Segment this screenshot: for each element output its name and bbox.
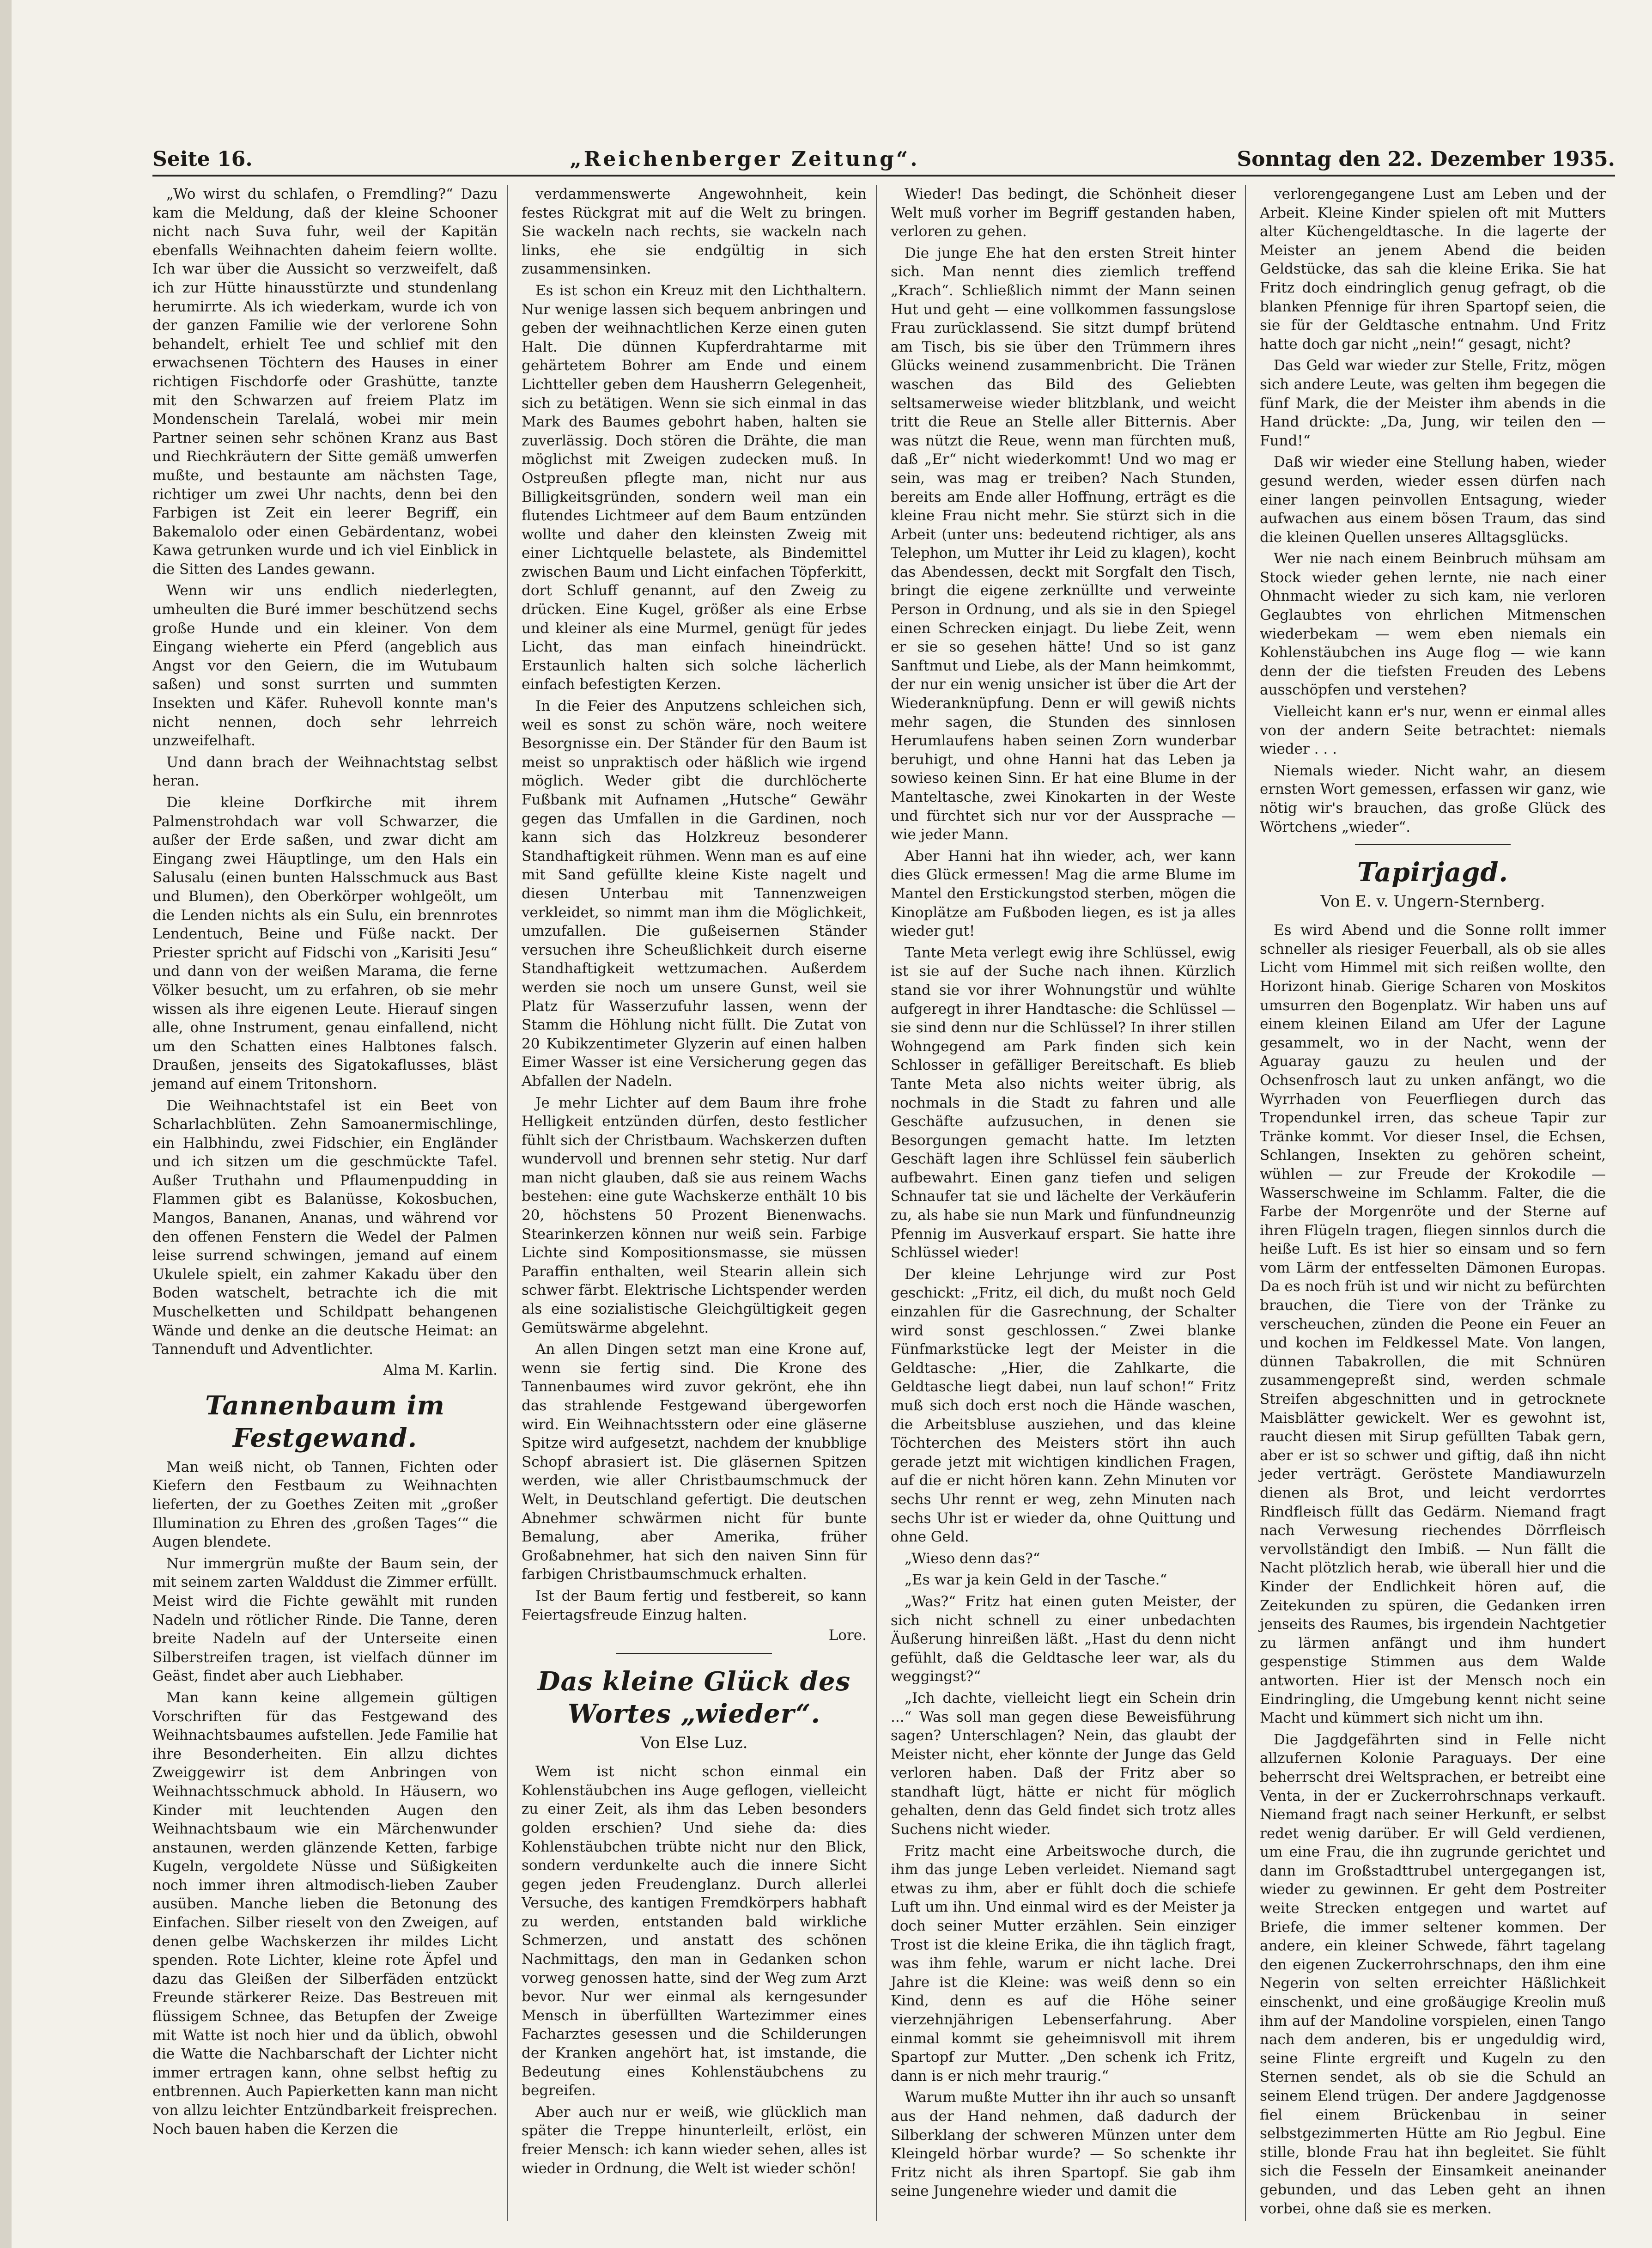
paragraph: Aber Hanni hat ihn wieder, ach, wer kann dies Glück ermessen! Mag die arme Blume im Mantel den Erstickungstod sterben, mögen die Kinoplätze am Fußboden liegen, es ist ja alles wieder gut!: [891, 847, 1236, 940]
paragraph: Vielleicht kann er's nur, wenn er einmal alles von der andern Seite betrachtet: niemals wieder . . .: [1260, 703, 1606, 758]
paragraph: Der kleine Lehrjunge wird zur Post geschickt: „Fritz, eil dich, du mußt noch Geld einzahlen für die Gasrechnung, der Schalter wird sonst geschlossen.“ Zwei blanke Fünfmarkstücke legt der Meister in die Geldtasche: „Hier, die Zahlkarte, die Geldtasche liegt dabei, nun lauf schon!“ Fritz muß sich doch erst noch die Hände waschen, die Arbeitsbluse ausziehen, und das kleine Töchterchen des Meisters stört ihn auch gerade jetzt mit wichtigen kindlichen Fragen, auf die er nicht hören kann. Zehn Minuten vor sechs Uhr rennt er weg, zehn Minuten nach sechs Uhr ist er wieder da, ohne Quittung und ohne Geld.: [891, 1266, 1236, 1546]
paragraph: Tante Meta verlegt ewig ihre Schlüssel, ewig ist sie auf der Suche nach ihnen. Kürzlich stand sie vor ihrer Wohnungstür und wühlte aufgeregt in ihrer Handtasche: die Schlüssel — sie sind denn nur die Schlüssel? In ihrer stillen Wohngegend am Park finden sich kein Schlosser in gefälliger Bereitschaft. Es blieb Tante Meta also nichts weiter übrig, als nochmals in die Stadt zu fahren und alle Geschäfte aufzusuchen, in denen sie Besorgungen gemacht hatte. Im letzten Geschäft lagen ihre Schlüssel fein säuberlich aufbewahrt. Einen ganz tiefen und seligen Schnaufer tat sie und lächelte der Verkäuferin zu, als habe sie nun Mark und fünfundneunzig Pfennig im Ausverkauf erspart. Sie hatte ihre Schlüssel wieder!: [891, 944, 1236, 1261]
paragraph: Wer nie nach einem Beinbruch mühsam am Stock wieder gehen lernte, nie nach einer Ohnmacht wieder zu sich kam, nie verloren Geglaubtes von ehrlichen Mitmenschen wiederbekam — wem eben niemals ein Kohlenstäubchen ins Auge flog — wie kann denn der die tiefsten Freuden des Lebens ausschöpfen und verstehen?: [1260, 550, 1606, 699]
paragraph: Es wird Abend und die Sonne rollt immer schneller als riesiger Feuerball, als ob sie alles Licht vom Himmel mit sich reißen wollte, den Horizont hinab. Gierige Scharen von Moskitos umsurren den Bogenplatz. Wir haben uns auf einem kleinen Eiland am Ufer der Lagune gesammelt, wo in der Nacht, wenn der Aguaray gauzu zu heulen und der Ochsenfrosch laut zu unken anfängt, wo die Wyrrhaden von Feuerfliegen durch das Tropendunkel irren, das scheue Tapir zur Tränke kommt. Vor dieser Insel, die Echsen, Schlangen, Insekten zu gehören scheint, wühlen — zur Freude der Krokodile — Wasserschweine im Schlamm. Falter, die die Farbe der Morgenröte und der Sterne auf ihren Flügeln tragen, fliegen sinnlos durch die heiße Luft. Es ist hier so einsam und so fern vom Lärm der entfesselten Dämonen Europas. Da es noch früh ist und wir nicht zu befürchten brauchen, die Tiere von der Tränke zu verscheuchen, zünden die Peone ein Feuer an und kochen im Feldkessel Mate. Von langen, dünnen Tabakrollen, die mit Schnüren zusammengepreßt sind, werden schmale Streifen abgeschnitten und in getrocknete Maisblätter gewickelt. Wer es gewohnt ist, raucht diesen mit Sirup gefüllten Tabak gern, aber er ist so schwer und giftig, daß ihn nicht jeder verträgt. Geröstete Mandiawurzeln dienen als Brot, und leicht verdorrtes Rindfleisch füllt das Gedärm. Niemand fragt nach Verwesung riechendes Dörrfleisch vervollständigt den Imbiß. — Nun fällt die Nacht plötzlich herab, wie überall hier und die Kinder der Endlichkeit hören auf, die Zeitekunden zu spüren, die Gedanken irren jenseits des Raumes, bis irgendein Nachtgetier zu lärmen anfängt und ihm hundert gespenstige Stimmen aus dem Walde antworten. Hier ist der Mensch noch ein Eindringling, die Umgebung kennt nicht seine Macht und kümmert sich nicht um ihn.: [1260, 922, 1606, 1727]
paragraph: Die kleine Dorfkirche mit ihrem Palmenstrohdach war voll Schwarzer, die außer der Erde saßen, und zwar dicht am Eingang zwei Häuptlinge, um den Hals ein Salusalu (einen bunten Halsschmuck aus Bast und Blumen), den Oberkörper wohlgeölt, um die Lenden nichts als ein Sulu, ein brennrotes Lendentuch, Beine und Füße nackt. Der Priester spricht auf Fidschi von „Karisiti Jesu“ und dann von der weißen Marama, die ferne Völker besucht, um zu erfahren, ob sie mehr wissen als ihre eigenen Leute. Hierauf singen alle, ohne Instrument, genau einfallend, nicht um den Schatten eines Halbtones falsch. Draußen, jenseits des Sigatokaflusses, bläst jemand auf einem Tritonshorn.: [152, 794, 498, 1092]
paragraph: An allen Dingen setzt man eine Krone auf, wenn sie fertig sind. Die Krone des Tannenbaumes wird zuvor gekrönt, ehe ihn das strahlende Festgewand übergeworfen wird. Ein Weihnachtsstern oder eine gläserne Spitze wird aufgesetzt, nachdem der knubblige Schopf abrasiert ist. Die gläsernen Spitzen werden, wie aller Christbaumschmuck der Welt, in Deutschland gefertigt. Die deutschen Abnehmer schwärmen nicht für bunte Bemalung, aber Amerika, früher Großabnehmer, hat sich den naiven Sinn für farbigen Christbaumschmuck erhalten.: [522, 1341, 867, 1583]
column-2: [522, 185, 877, 2221]
paragraph: verlorengegangene Lust am Leben und der Arbeit. Kleine Kinder spielen oft mit Mutters alter Küchengeldtasche. In die lagerte der Meister an jenem Abend die beiden Geldstücke, das sah die kleine Erika. Sie hat Fritz doch eindringlich genug gefragt, ob die blanken Pfennige für ihren Spartopf seien, die sie für der Geldtasche entnahm. Und Fritz hatte doch gar nicht „nein!“ gesagt, nicht?: [1260, 186, 1606, 353]
section-separator: [616, 1653, 771, 1654]
newspaper-name: „Reichenberger Zeitung“.: [570, 147, 920, 171]
author-signature: Alma M. Karlin.: [383, 1361, 498, 1378]
header-rule: [152, 175, 1615, 177]
article-title: Das kleine Glück des Wortes „wieder“.: [537, 1666, 851, 1730]
paragraph: verdammenswerte Angewohnheit, kein festes Rückgrat mit auf die Welt zu bringen. Sie wackeln nach rechts, sie wackeln nach links, ehe sie endgültig in sich zusammensinken.: [522, 186, 867, 278]
paragraph: Nur immergrün mußte der Baum sein, der mit seinem zarten Walddust die Zimmer erfüllt. Meist wird die Fichte gewählt mit runden Nadeln und rötlicher Rinde. Die Tanne, deren breite Nadeln auf der Unterseite einen Silberstreifen tragen, ist vielfach dünner im Geäst, findet aber auch Liebhaber.: [152, 1555, 498, 1685]
article-title: Tannenbaum im Festgewand.: [205, 1390, 445, 1453]
paragraph: In die Feier des Anputzens schleichen sich, weil es sonst zu schön wäre, noch weitere Besorgnisse ein. Der Ständer für den Baum ist meist so unpraktisch oder häßlich wie irgend möglich. Weder gibt die durchlöcherte Fußbank mit Aufnamen „Hutsche“ Gewähr gegen das Umfallen in die Gardinen, noch kann sich das Holzkreuz besonderer Standhaftigkeit rühmen. Wenn man es auf eine mit Sand gefüllte kleine Kiste nagelt und diesen Unterbau mit Tannenzweigen verkleidet, so nimmt man ihm die Möglichkeit, umzufallen. Die gußeisernen Ständer versuchen ihre Scheußlichkeit durch eiserne Standhaftigkeit wettzumachen. Außerdem werden sie noch um unsere Gunst, weil sie Platz für Wasserzufuhr lassen, wenn der Stamm die Höhlung nicht füllt. Die Zutat von 20 Kubikzentimeter Glyzerin auf einen halben Eimer Wasser ist eine Versicherung gegen das Abfallen der Nadeln.: [522, 698, 867, 1090]
paragraph: Aber auch nur er weiß, wie glücklich man später die Treppe hinunterleilt, erlöst, ein freier Mensch: ich kann wieder sehen, alles ist wieder in Ordnung, die Welt ist wieder schön!: [522, 2103, 867, 2177]
author-signature: Lore.: [828, 1627, 867, 1644]
scan-edge: [0, 0, 12, 2248]
paragraph: „Ich dachte, vielleicht liegt ein Schein drin ...“ Was soll man gegen diese Beweisführung sagen? Unterschlagen? Nein, das glaubt der Meister nicht, eher könnte der Junge das Geld verloren haben. Daß der Fritz aber so standhaft lügt, hätte er nicht für möglich gehalten, denn das Geld findet sich trotz alles Suchens nicht wieder.: [891, 1689, 1236, 1838]
column-4: [1260, 185, 1615, 2221]
paragraph: Daß wir wieder eine Stellung haben, wieder gesund werden, wieder essen dürfen nach einer langen peinvollen Entsagung, wieder aufwachen aus einem bösen Traum, das sind die kleinen Quellen unseres Alltagsglücks.: [1260, 454, 1606, 546]
paragraph: Es ist schon ein Kreuz mit den Lichthaltern. Nur wenige lassen sich bequem anbringen und geben der weihnachtlichen Kerze einen guten Halt. Die dünnen Kupferdrahtarme mit gehärtetem Bohrer am Ende und einem Lichtteller geben dem Hausherrn Gelegenheit, sich zu betätigen. Wenn sie sich einmal in das Mark des Baumes gebohrt haben, halten sie zuverlässig. Doch stören die Drähte, die man möglichst mit Zweigen zudecken muß. In Ostpreußen pflegte man, nicht nur aus Billigkeitsgründen, sondern weil man ein flutendes Lichtmeer auf dem Baum entzünden wollte und daher den kleinsten Zweig mit einer Lichtquelle belastete, als Bindemittel zwischen Baum und Licht einfachen Töpferkitt, dort Schluff genannt, auf den Zweig zu drücken. Eine Kugel, größer als eine Erbse und kleiner als eine Murmel, genügt für jedes Licht, das man einfach hineindrückt. Erstaunlich halten sich solche lächerlich einfach befestigten Kerzen.: [522, 282, 867, 693]
paragraph: Man kann keine allgemein gültigen Vorschriften für das Festgewand des Weihnachtsbaumes aufstellen. Jede Familie hat ihre Besonderheiten. Ein allzu dichtes Zweiggewirr ist dem Anbringen von Weihnachtsschmuck abhold. In Häusern, wo Kinder mit leuchtenden Augen den Weihnachtsbaum wie ein Märchenwunder anstaunen, werden glänzende Ketten, farbige Kugeln, vergoldete Nüsse und Süßigkeiten noch immer ihren altmodisch-lieben Zauber ausüben. Manche lieben die Betonung des Einfachen. Silber rieselt von den Zweigen, auf denen gelbe Wachskerzen ihr mildes Licht spenden. Rote Lichter, kleine rote Äpfel und dazu das Gleißen der Silberfäden entzückt Freunde stärkerer Reize. Das Bestreuen mit flüssigem Schnee, das Betupfen der Zweige mit Watte ist noch hier und da üblich, obwohl die Watte die Nachbarschaft der Lichter nicht immer ertragen kann, ohne selbst heftig zu entbrennen. Auch Papierketten kann man nicht von allzu leichter Entzündbarkeit freisprechen. Noch bauen haben die Kerzen die: [152, 1689, 498, 2138]
paragraph: Die junge Ehe hat den ersten Streit hinter sich. Man nennt dies ziemlich treffend „Krach“. Schließlich nimmt der Mann seinen Hut und geht — eine vollkommen fassungslose Frau zurücklassend. Sie sitzt dumpf brütend am Tisch, bis sie über den Trümmern ihres Glücks weinend zusammenbricht. Die Tränen waschen das Bild des Geliebten seltsamerweise wieder blitzblank, und weicht tritt die Reue an Stelle aller Bitternis. Aber was nützt die Reue, wenn man fürchten muß, daß „Er“ nicht wiederkommt! Und wo mag er sein, was mag er treiben? Nach Stunden, bereits am Ende aller Hoffnung, erträgt es die kleine Frau nicht mehr. Sie stürzt sich in die Arbeit (unter uns: bedeutend richtiger, als ans Telephon, um Mutter ihr Leid zu klagen), kocht das Abendessen, deckt mit Sorgfalt den Tisch, bringt die eigene zerknüllte und verweinte Person in Ordnung, und als sie in den Spiegel einen Schrecken einjagt. Du liebe Zeit, wenn er sie so gesehen hätte! Und so ist ganz Sanftmut und Liebe, als der Mann heimkommt, der nur ein wenig unsicher ist über die Art der Wiederanknüpfung. Denn er will gewiß nichts mehr sagen, die Stunden des sinnlosen Herumlaufens haben seinen Zorn wunderbar beruhigt, und ohne Hanni hat das Leben ja sowieso keinen Sinn. Er hat eine Blume in der Manteltasche, zwei Kinokarten in der Weste und fürchtet sich nur vor der Aussprache — wie jeder Mann.: [891, 244, 1236, 843]
article-byline: Von E. v. Ungern-Sternberg.: [1320, 892, 1545, 911]
paragraph: Niemals wieder. Nicht wahr, an diesem ernsten Wort gemessen, erfassen wir ganz, wie nötig wir's brauchen, das große Glück des Wörtchens „wieder“.: [1260, 762, 1606, 835]
paragraph: Und dann brach der Weihnachtstag selbst heran.: [152, 754, 498, 790]
column-1: [152, 185, 508, 2221]
paragraph: Fritz macht eine Arbeitswoche durch, die ihm das junge Leben verleidet. Niemand sagt etwas zu ihm, aber er fühlt doch die schiefe Luft um ihn. Und einmal wird es der Meister ja doch seiner Mutter erzählen. Sein einziger Trost ist die kleine Erika, die ihn täglich fragt, was ihm fehle, warum er nicht lache. Drei Jahre ist die Kleine: was weiß denn so ein Kind, denn es auf die Höhe seiner vierzehnjährigen Lebenserfahrung. Aber einmal kommt sie geheimnisvoll mit ihrem Spartopf zur Mutter. „Den schenk ich Fritz, dann is er nich mehr traurig.“: [891, 1842, 1236, 2084]
paragraph: Die Jagdgefährten sind in Felle nicht allzufernen Kolonie Paraguays. Der eine beherrscht drei Weltsprachen, er betreibt eine Venta, in der er Zuckerrohrschnaps verkauft. Niemand fragt nach seiner Herkunft, er selbst redet wenig darüber. Er will Geld verdienen, um eine Frau, die ihn zugrunde gerichtet und dann im Großstadttrubel untergegangen ist, wieder zu gewinnen. Er geht dem Postreiter weite Strecken entgegen und wartet auf Briefe, die immer seltener kommen. Der andere, ein kleiner Schwede, fährt tagelang den eigenen Zuckerrohrschnaps, den ihm eine Negerin von selten erreichter Häßlichkeit einschenkt, und eine großäugige Kreolin muß ihm auf der Mandoline vorspielen, einen Tango nach dem anderen, bis er ungeduldig wird, seine Flinte ergreift und Kugeln zu den Sternen sendet, als ob sie die Schuld an seinem Elend trügen. Der andere Jagdgenosse fiel einem Brückenbau in seiner selbstgezimmerten Hütte am Rio Jegbul. Eine stille, blonde Frau hat ihn begleitet. Sie fühlt sich die Fesseln der Einsamkeit aneinander gebunden, und das Leben geht an ihnen vorbei, ohne daß sie es merken.: [1260, 1731, 1606, 2217]
paragraph: Wenn wir uns endlich niederlegten, umheulten die Buré immer beschützend sechs große Hunde und ein kleiner. Von dem Eingang wieherte ein Pferd (angeblich aus Angst vor den Geiern, die im Wutubaum saßen) und sonst surrten und summten Insekten und Käfer. Ruhevoll konnte man's nicht nennen, doch sehr lehrreich unzweifelhaft.: [152, 582, 498, 749]
paragraph: „Was?“ Fritz hat einen guten Meister, der sich nicht schnell zu einer unbedachten Äußerung hinreißen läßt. „Hast du denn nicht gefühlt, daß die Geldtasche leer war, als du weggingst?“: [891, 1593, 1236, 1685]
paragraph: Wieder! Das bedingt, die Schönheit dieser Welt muß vorher im Begriff gestanden haben, verloren zu gehen.: [891, 186, 1236, 240]
paragraph: Je mehr Lichter auf dem Baum ihre frohe Helligkeit entzünden dürfen, desto festlicher fühlt sich der Christbaum. Wachskerzen duften wundervoll und brennen sehr stetig. Nur darf man nicht glauben, daß sie aus reinem Wachs bestehen: eine gute Wachskerze enthält 10 bis 20, höchstens 50 Prozent Bienenwachs. Stearinkerzen können nur weiß sein. Farbige Lichte sind Kompositionsmasse, sie müssen Paraffin enthalten, weil Stearin allein sich schwer färbt. Elektrische Lichtspender werden als eine sozialistische Gleichgültigkeit gegen Gemütswärme abgelehnt.: [522, 1094, 867, 1336]
paragraph: Man weiß nicht, ob Tannen, Fichten oder Kiefern den Festbaum zu Weihnachten lieferten, der zu Goethes Zeiten mit „großer Illumination zu Ehren des ‚großen Tages‘“ die Augen blendete.: [152, 1458, 498, 1551]
paragraph: Wem ist nicht schon einmal ein Kohlenstäubchen ins Auge geflogen, vielleicht zu einer Zeit, als ihm das Leben besonders golden erschien? Und siehe da: dies Kohlenstäubchen trübte nicht nur den Blick, sondern verdunkelte auch die innere Sicht gegen jeden Freudenglanz. Durch allerlei Versuche, des kantigen Fremdkörpers habhaft zu werden, entstanden bald wirkliche Schmerzen, und anstatt des schönen Nachmittags, den man in Gedanken schon vorweg genossen hatte, sind der Weg zum Arzt bevor. Nur wer einmal als kerngesunder Mensch in überfüllten Wartezimmer eines Facharztes gesessen und die Schilderungen der Kranken angehört hat, ist imstande, die Bedeutung eines Kohlenstäubchens zu begreifen.: [522, 1763, 867, 2099]
page-number: Seite 16.: [152, 147, 253, 171]
page-header: [152, 139, 1615, 171]
article-title: Tapirjagd.: [1357, 857, 1508, 888]
article-columns: [152, 185, 1615, 2217]
section-separator: [1355, 844, 1511, 845]
paragraph: Die Weihnachtstafel ist ein Beet von Scharlachblüten. Zehn Samoanermischlinge, ein Halbhindu, zwei Fidschier, ein Engländer und ich sitzen um die geschmückte Tafel. Außer Truthahn und Pflaumenpudding in Flammen gibt es Balanüsse, Kokosbuchen, Mangos, Bananen, Ananas, und während vor den offenen Fenstern die Wedel der Palmen leise surrend schwingen, jemand auf einem Ukulele spielt, ein zahmer Kakadu über den Boden watschelt, betrachte ich die mit Muschelketten und Schildpatt behangenen Wände und denke an die deutsche Heimat: an Tannenduft und Adventlichter.: [152, 1097, 498, 1358]
paragraph: Ist der Baum fertig und festbereit, so kann Feiertagsfreude Einzug halten.: [522, 1587, 867, 1623]
paragraph: „Es war ja kein Geld in der Tasche.“: [905, 1572, 1167, 1589]
article-byline: Von Else Luz.: [640, 1734, 748, 1753]
paragraph: „Wo wirst du schlafen, o Fremdling?“ Dazu kam die Meldung, daß der kleine Schooner nicht nach Suva fuhr, weil der Kapitän ebenfalls Weihnachten daheim feiern wollte. Ich war über die Aussicht so verzweifelt, daß ich zur Hütte hinausstürzte und stundenlang herumirrte. Als ich wiederkam, wurde ich von der ganzen Familie wie der verlorene Sohn behandelt, erhielt Tee und schlief mit den erwachsenen Töchtern des Hauses in einer richtigen Fischdorfe oder Grashütte, tanzte mit den Schwarzen auf freiem Platz im Mondenschein Tarelalá, wobei mir mein Partner seinen sehr schönen Kranz aus Bast und Riechkräutern der Sitte gemäß umwerfen mußte, und bestaunte am nächsten Tage, richtiger um zwei Uhr nachts, denn bei den Farbigen ist Zeit ein leerer Begriff, ein Bakemalolo oder einen Gebärdentanz, wobei Kawa getrunken wurde und ich viel Einblick in die Sitten des Landes gewann.: [152, 186, 498, 578]
paragraph: Warum mußte Mutter ihn ihr auch so unsanft aus der Hand nehmen, daß dadurch der Silberklang der schweren Münzen unter dem Kleingeld hörbar wurde? — So schenkte ihr Fritz nicht als ihren Spartopf. Sie gab ihm seine Jungenehre wieder und damit die: [891, 2089, 1236, 2200]
paragraph: „Wieso denn das?“: [905, 1550, 1040, 1567]
paragraph: Das Geld war wieder zur Stelle, Fritz, mögen sich andere Leute, was gelten ihm begegen die fünf Mark, die der Meister ihm abends in die Hand drückte: „Da, Jung, wir teilen den — Fund!“: [1260, 357, 1606, 449]
column-3: [891, 185, 1246, 2221]
issue-date: Sonntag den 22. Dezember 1935.: [1237, 147, 1615, 171]
